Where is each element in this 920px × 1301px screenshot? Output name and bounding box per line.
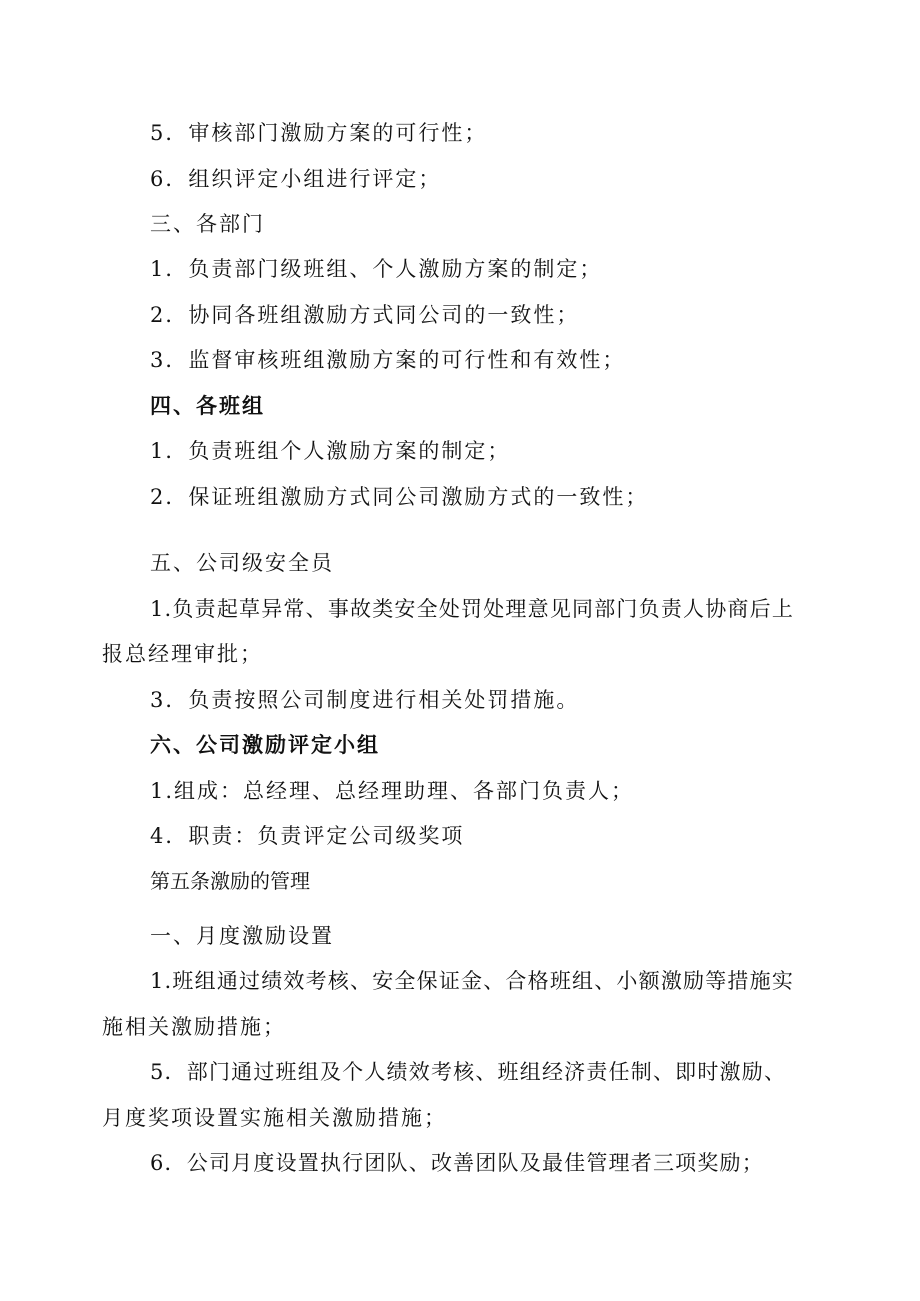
article-heading: 第五条激励的管理 [150,869,310,893]
list-item: 6．公司月度设置执行团队、改善团队及最佳管理者三项奖励； [150,1151,764,1175]
list-item: 4．职责：负责评定公司级奖项 [150,824,465,848]
list-item-continuation: 施相关激励措施； [102,1015,286,1039]
list-item: 1.组成：总经理、总经理助理、各部门负责人； [150,779,635,803]
section-heading: 三、各部门 [150,212,265,236]
list-item: 1.班组通过绩效考核、安全保证金、合格班组、小额激励等措施实 [150,969,795,993]
section-heading: 四、各班组 [150,394,265,418]
list-item-continuation: 报总经理审批； [102,642,263,666]
section-heading: 五、公司级安全员 [150,551,334,575]
list-item-continuation: 月度奖项设置实施相关激励措施； [102,1106,447,1130]
section-heading: 一、月度激励设置 [150,924,334,948]
list-item: 1.负责起草异常、事故类安全处罚处理意见同部门负责人协商后上 [150,597,795,621]
list-item: 1．负责部门级班组、个人激励方案的制定； [150,257,603,281]
section-heading: 六、公司激励评定小组 [150,733,380,757]
list-item: 5．审核部门激励方案的可行性； [150,121,488,145]
list-item: 1．负责班组个人激励方案的制定； [150,439,511,463]
list-item: 2．协同各班组激励方式同公司的一致性； [150,303,580,327]
list-item: 3．负责按照公司制度进行相关处罚措施。 [150,688,580,712]
list-item: 5．部门通过班组及个人绩效考核、班组经济责任制、即时激励、 [150,1060,787,1084]
list-item: 2．保证班组激励方式同公司激励方式的一致性； [150,485,649,509]
list-item: 6．组织评定小组进行评定； [150,167,442,191]
list-item: 3．监督审核班组激励方案的可行性和有效性； [150,348,626,372]
